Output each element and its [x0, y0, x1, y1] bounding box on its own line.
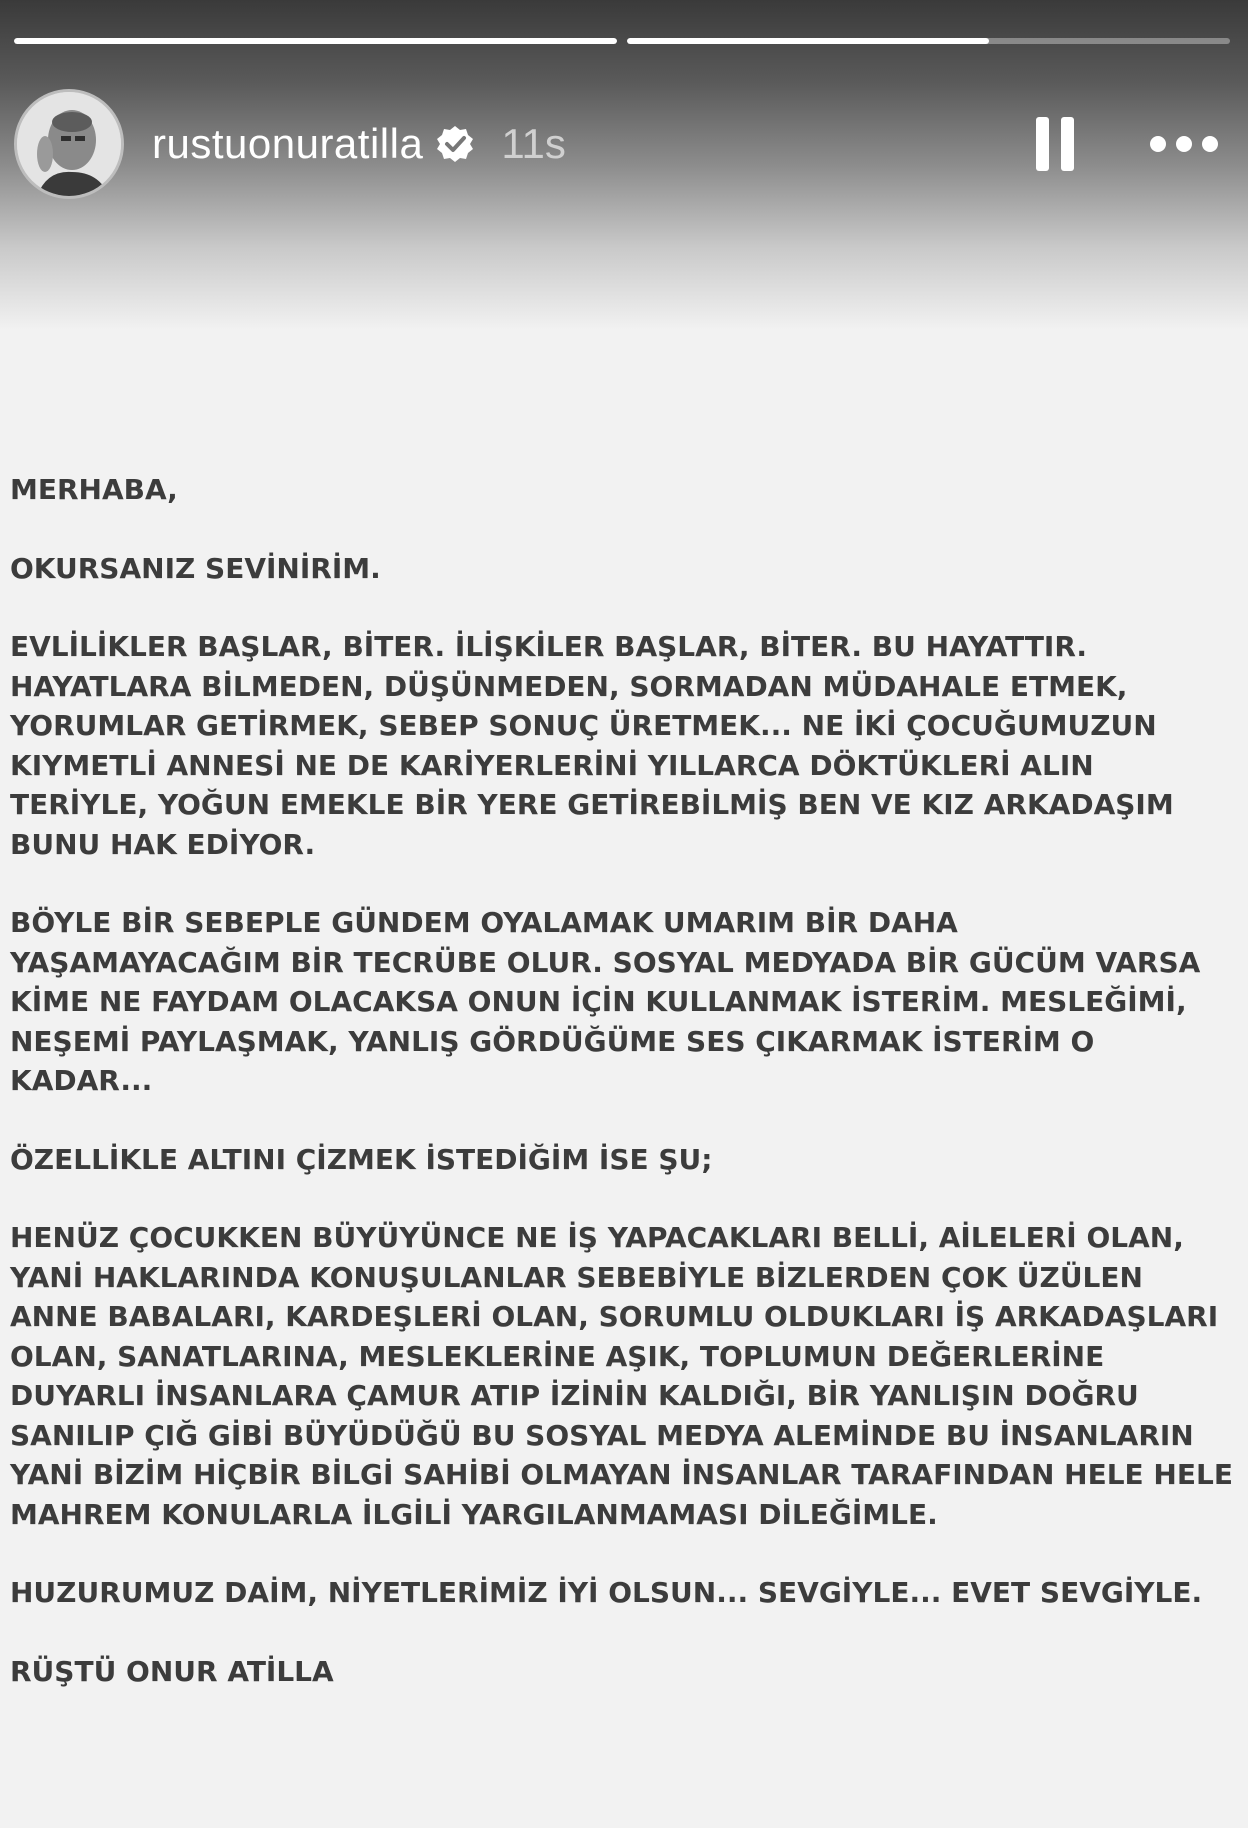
letter-greeting: MERHABA, — [10, 473, 178, 506]
story-header — [14, 88, 1230, 200]
progress-fill — [627, 38, 989, 44]
timestamp: 11s — [501, 120, 566, 167]
letter-paragraph: EVLİLİKLER BAŞLAR, BİTER. İLİŞKİLER BAŞLAR, BİTER. BU HAYATTIR. HAYATLARA BİLMEDEN, DÜŞÜNMEDEN, SORMADAN MÜDAHALE ETMEK, YORUMLAR GETİRMEK, SEBEP SONUÇ ÜRETMEK... NE İKİ ÇOCUĞUMUZUN KIYMETLİ ANNESİ NE DE KARİYERLERİNİ YILLARCA DÖKTÜKLERİ ALIN TERİYLE, YOĞUN EMEKLE BİR YERE GETİREBİLMİŞ BEN VE KIZ ARKADAŞIM BUNU HAK EDİYOR. — [10, 630, 1174, 861]
more-options-icon[interactable] — [1150, 136, 1218, 152]
username[interactable]: rustuonuratilla — [152, 120, 424, 167]
progress-segment — [14, 38, 617, 44]
progress-fill — [14, 38, 617, 44]
letter-signature: RÜŞTÜ ONUR ATİLLA — [10, 1654, 334, 1688]
letter-paragraph: HENÜZ ÇOCUKKEN BÜYÜYÜNCE NE İŞ YAPACAKLARI BELLİ, AİLELERİ OLAN, YANİ HAKLARINDA KONUŞULANLAR SEBEBİYLE BİZLERDEN ÇOK ÜZÜLEN ANNE BABALARI, KARDEŞLERİ OLAN, SORUMLU OLDUKLARI İŞ ARKADAŞLARI OLAN, SANATLARINA, MESLEKLERİNE AŞIK, TOPLUMUN DEĞERLERİNE DUYARLI İNSANLARA ÇAMUR ATIP İZİNİN KALDIĞI, BİR YANLIŞIN DOĞRU SANILIP ÇIĞ GİBİ BÜYÜDÜĞÜ BU SOSYAL MEDYA ALEMİNDE BU İNSANLARIN YANİ BİZİM HİÇBİR BİLGİ SAHİBİ OLMAYAN İNSANLAR TARAFINDAN HELE HELE MAHREM KONULARLA İLGİLİ YARGILANMAMASI DİLEĞİMLE. — [10, 1221, 1233, 1531]
story-letter — [10, 470, 1238, 1730]
letter-paragraph: BÖYLE BİR SEBEPLE GÜNDEM OYALAMAK UMARIM BİR DAHA YAŞAMAYACAĞIM BİR TECRÜBE OLUR. SOSYAL MEDYADA BİR GÜCÜM VARSA KİME NE FAYDAM OLACAKSA ONUN İÇİN KULLANMAK İSTERİM. MESLEĞİMİ, NEŞEMİ PAYLAŞMAK, YANLIŞ GÖRDÜĞÜME SES ÇIKARMAK İSTERİM O KADAR... — [10, 906, 1201, 1097]
verified-badge-icon — [435, 124, 475, 164]
progress-segment — [627, 38, 1230, 44]
letter-paragraph: ÖZELLİKLE ALTINI ÇİZMEK İSTEDİĞİM İSE ŞU; — [10, 1142, 713, 1176]
letter-paragraph: OKURSANIZ SEVİNİRİM. — [10, 551, 381, 585]
pause-icon[interactable] — [1036, 117, 1080, 171]
avatar-image — [17, 92, 121, 196]
story-progress-bar — [14, 38, 1230, 44]
letter-paragraph: HUZURUMUZ DAİM, NİYETLERİMİZ İYİ OLSUN... SEVGİYLE... EVET SEVGİYLE. — [10, 1576, 1203, 1609]
avatar[interactable] — [14, 89, 124, 199]
